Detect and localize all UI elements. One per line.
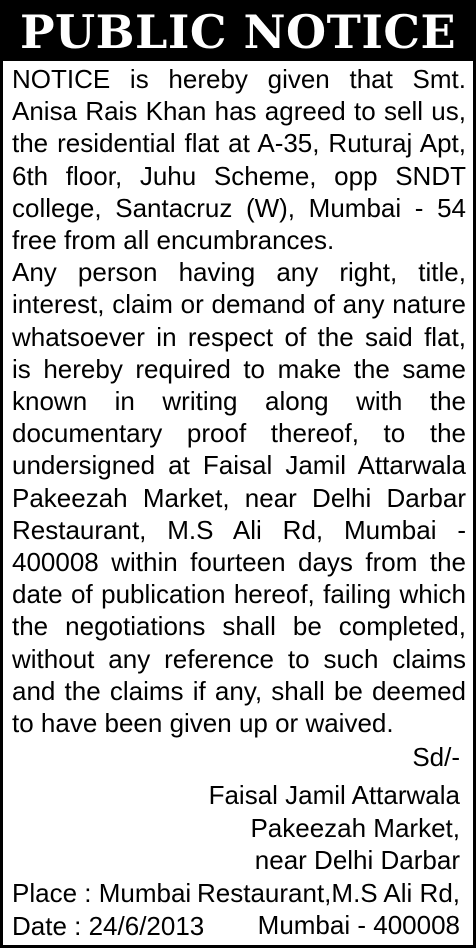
place-date-block [12, 877, 204, 942]
notice-body [12, 63, 466, 739]
signatory-address-line: Mumbai - 400008 [257, 910, 460, 940]
signatory-address-line: near Delhi Darbar [254, 845, 460, 875]
notice-place: Place : Mumbai [12, 878, 192, 908]
notice-paragraph-claims: Any person having any right, title, interest, claim or demand of any nature whatsoever in respect of the said flat, is hereby required to make the same known in writing along with the documentary proof thereof, to the undersigned at Faisal Jamil Attarwala Pakeezah Market, near Delhi Darbar Restaurant, M.S Ali Rd, Mumbai - 400008 within fourteen days from the date of publication hereof, failing which the negotiations shall be completed, without any reference to such claims and the claims if any, shall be deemed to have been given up or waived. [12, 257, 466, 739]
signatory-address-line: Restaurant,M.S Ali Rd, [197, 877, 460, 908]
notice-heading: PUBLIC NOTICE [3, 3, 473, 61]
notice-paragraph-sale: NOTICE is hereby given that Smt. Anisa Rais Khan has agreed to sell us, the residential flat at A-35, Ruturaj Apt, 6th floor, Juhu Scheme, opp SNDT college, Santacruz (W), Mumbai - 54 free from all encumbrances. [12, 64, 466, 256]
signature-mark: Sd/- [412, 742, 460, 772]
signatory-address-line: Pakeezah Market, [250, 812, 460, 843]
signatory-address [197, 779, 460, 942]
notice-date: Date : 24/6/2013 [12, 910, 205, 941]
signatory-name: Faisal Jamil Attarwala [208, 780, 460, 810]
